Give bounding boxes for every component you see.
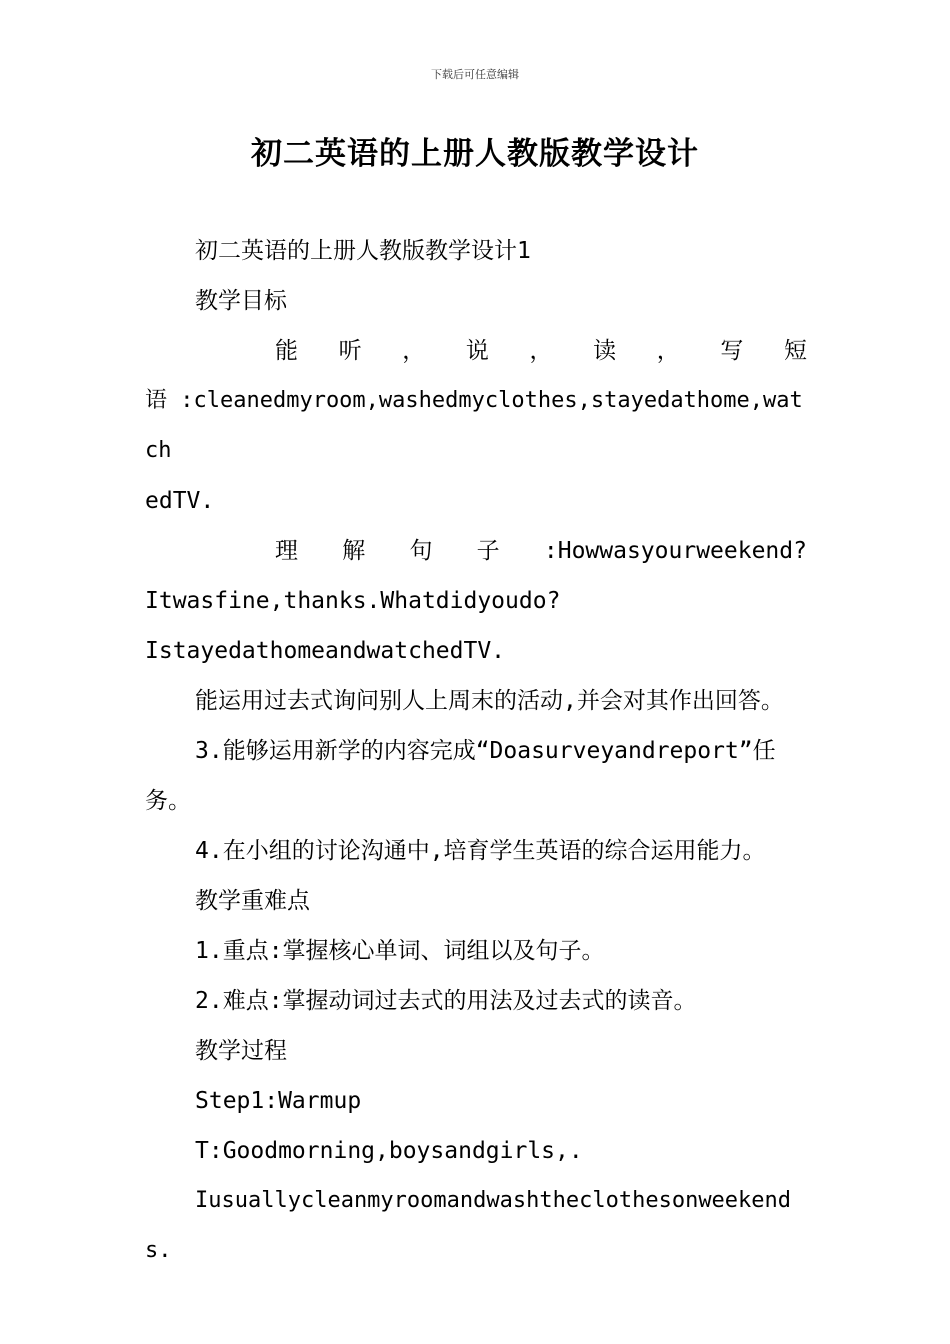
spaced-char: 理 — [275, 538, 298, 564]
spaced-char: 解 — [342, 538, 366, 564]
spaced-char: 说 — [465, 338, 489, 364]
goal1-line2: 语 :cleanedmyroom,washedmyclothes,stayedathome,watch — [145, 388, 803, 463]
section-heading-process: 教学过程 — [195, 1038, 287, 1064]
goal3-paragraph: 能运用过去式询问别人上周末的活动,并会对其作出回答。 — [195, 688, 784, 714]
spaced-char: 能 — [275, 338, 298, 364]
key-point-2: 2.难点:掌握动词过去式的用法及过去式的读音。 — [195, 988, 697, 1014]
step1-line: Step1:Warmup — [195, 1088, 362, 1114]
sub-title: 初二英语的上册人教版教学设计1 — [195, 238, 531, 264]
usually-line: Iusuallycleanmyroomandwashtheclothesonweekends. — [145, 1188, 792, 1263]
spaced-char: 子 — [476, 538, 500, 564]
spaced-char: ， — [529, 338, 553, 364]
goal4-paragraph: 3.能够运用新学的内容完成“Doasurveyandreport”任务。 — [145, 738, 776, 814]
spaced-char: 听 — [338, 338, 362, 364]
key-point-1: 1.重点:掌握核心单词、词组以及句子。 — [195, 938, 605, 964]
spaced-char: ， — [402, 338, 426, 364]
goal1-spaced-line — [145, 326, 807, 376]
section-heading-key-points: 教学重难点 — [195, 888, 310, 914]
goal2-spaced-line — [145, 526, 807, 576]
spaced-char: 句 — [409, 538, 433, 564]
teacher-line: T:Goodmorning,boysandgirls,. — [195, 1138, 583, 1164]
spaced-char: 短 — [784, 338, 807, 364]
page-title: 初二英语的上册人教版教学设计 — [251, 136, 699, 172]
spaced-char: ， — [656, 338, 680, 364]
goal5-paragraph: 4.在小组的讨论沟通中,培育学生英语的综合运用能力。 — [195, 838, 766, 864]
spaced-char: 写 — [720, 338, 744, 364]
header-note: 下载后可任意编辑 — [431, 68, 519, 81]
spaced-char: 读 — [593, 338, 617, 364]
spaced-text: :Howwasyourweekend? — [543, 538, 807, 564]
goal1-line3: edTV. — [145, 488, 215, 514]
section-heading-goals: 教学目标 — [195, 288, 287, 314]
goal2-line3: IstayedathomeandwatchedTV. — [145, 638, 506, 664]
goal2-line2: Itwasfine,thanks.Whatdidyoudo? — [145, 588, 561, 614]
document-body — [145, 226, 807, 1276]
